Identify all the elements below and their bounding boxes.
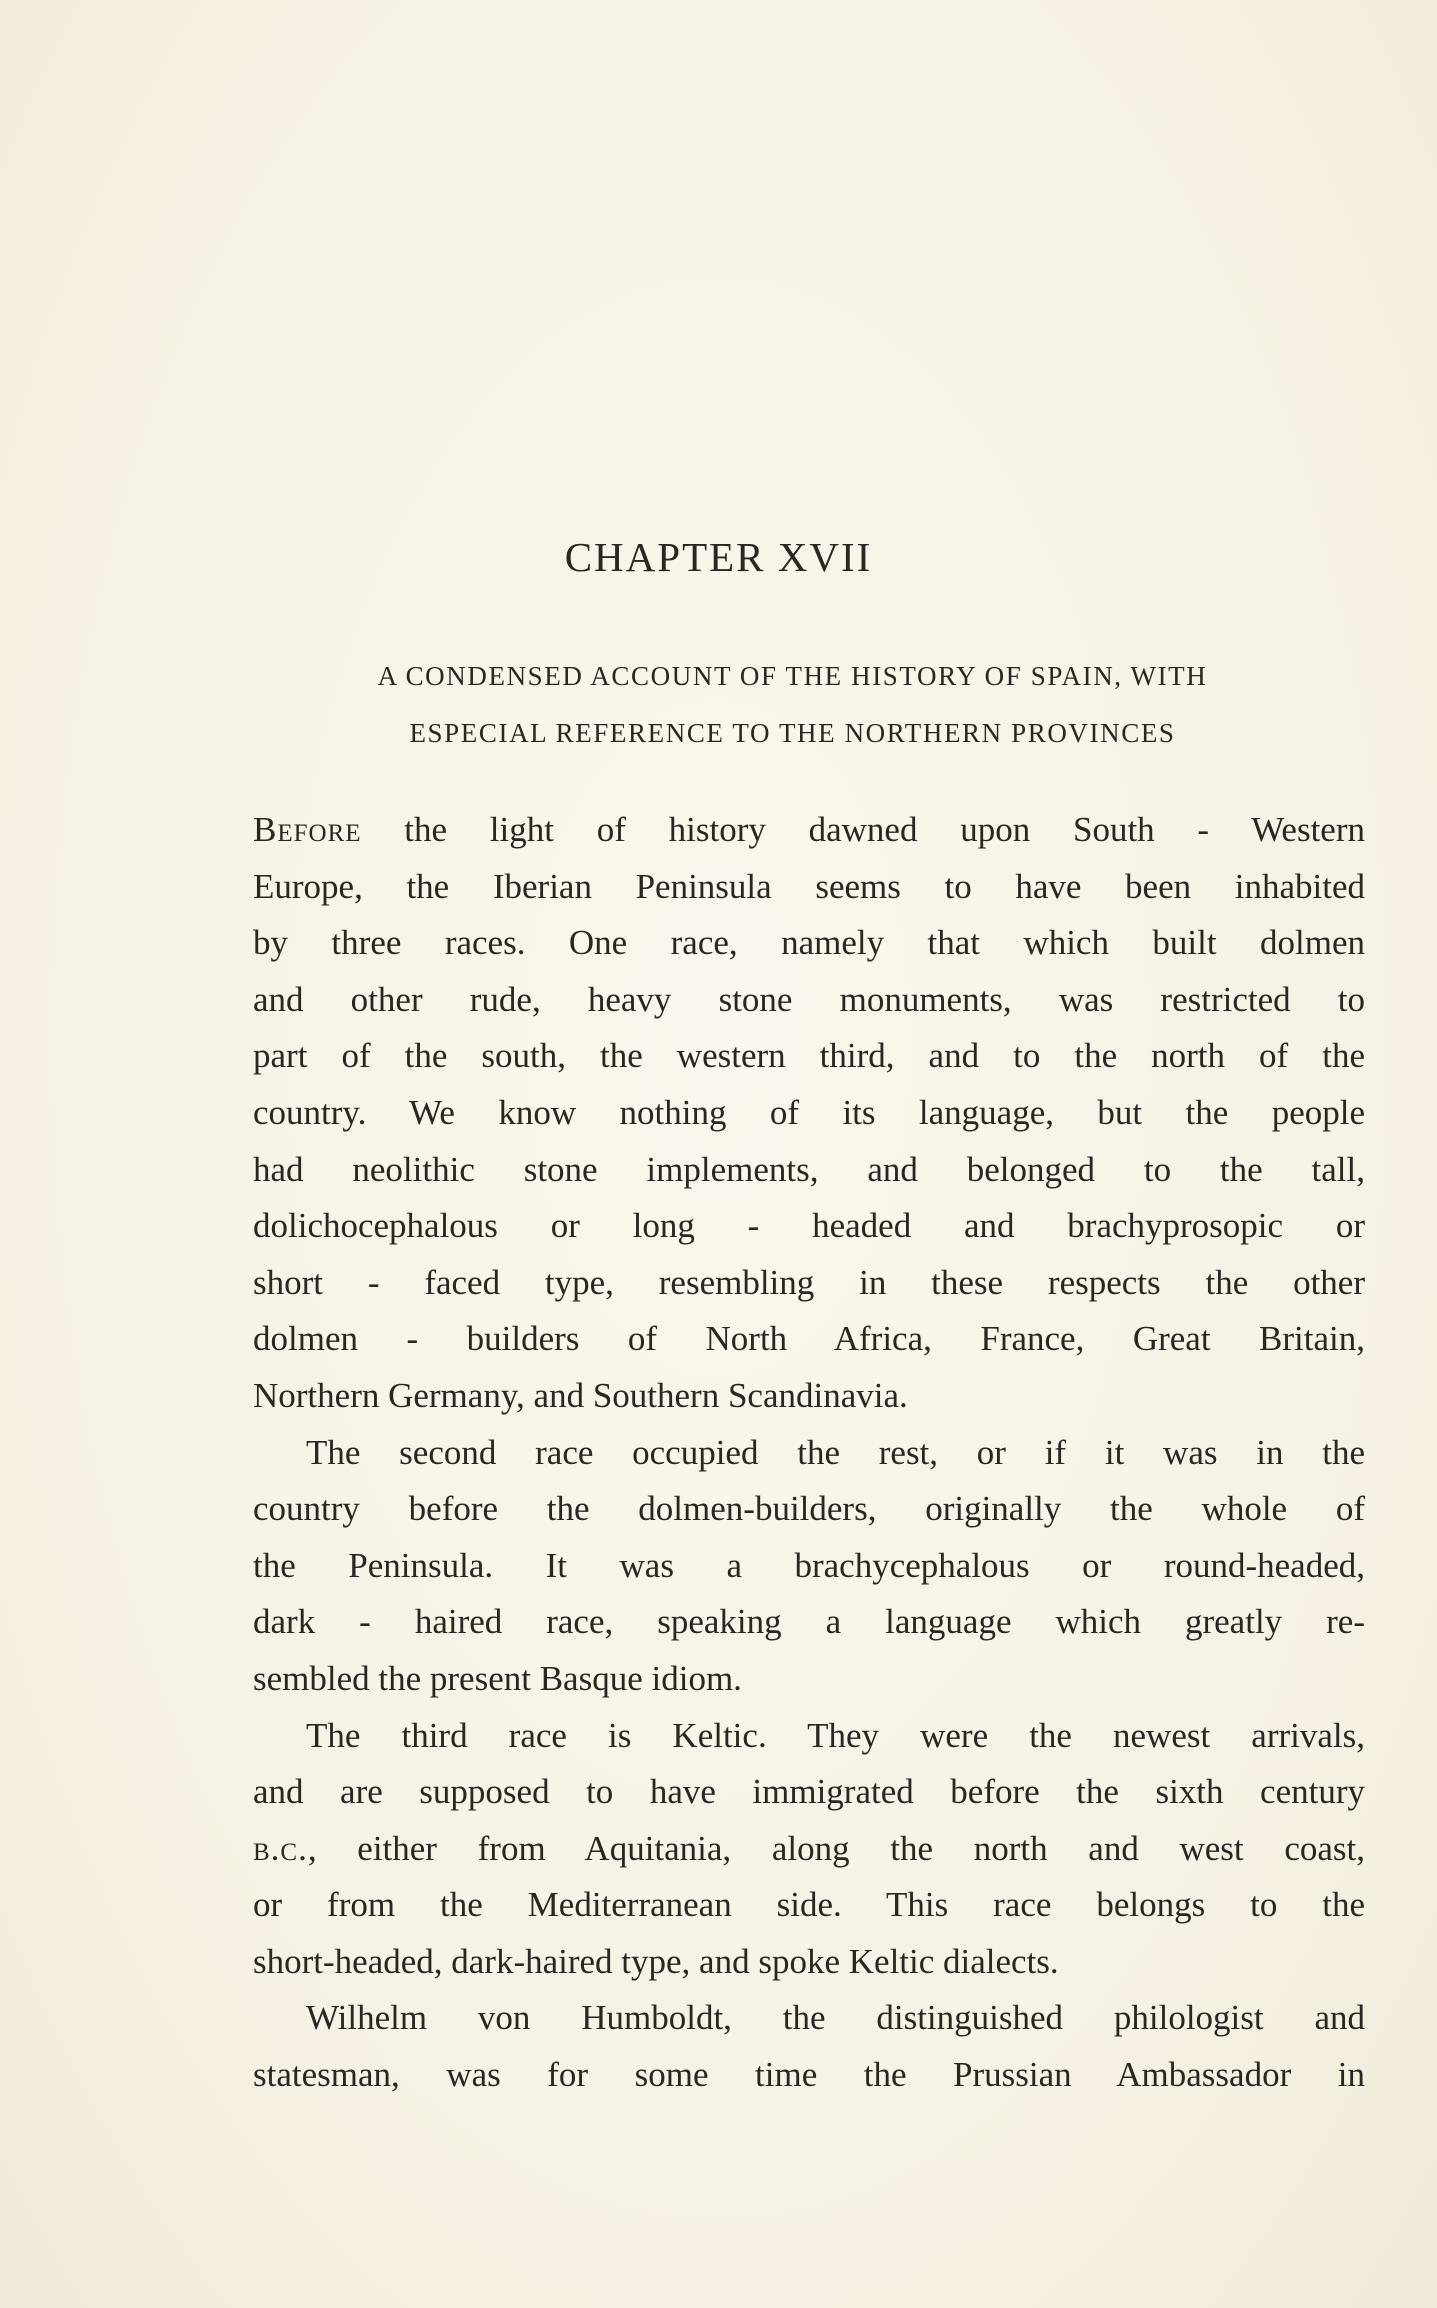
text-line: or from the Mediterranean side. This race belongs to the bbox=[253, 1885, 1365, 1925]
text-line: Wilhelm von Humboldt, the distinguished philologist and bbox=[306, 1998, 1365, 2038]
text-line: statesman, was for some time the Prussian Ambassador in bbox=[253, 2055, 1365, 2095]
text-line: dolmen - builders of North Africa, France, Great Britain, bbox=[253, 1319, 1365, 1359]
text-line bbox=[253, 1821, 1365, 1878]
text-line-rest: the light of history dawned upon South - Western bbox=[361, 810, 1365, 849]
bc-abbreviation: b.c. bbox=[253, 1828, 308, 1868]
text-line: and are supposed to have immigrated before the sixth century bbox=[253, 1772, 1365, 1812]
text-line: part of the south, the western third, and to the north of the bbox=[253, 1036, 1365, 1076]
text-line: had neolithic stone implements, and belonged to the tall, bbox=[253, 1149, 1365, 1189]
text-line: sembled the present Basque idiom. bbox=[253, 1658, 742, 1698]
text-line: country. We know nothing of its language, but the people bbox=[253, 1092, 1365, 1132]
text-line: country before the dolmen-builders, originally the whole of bbox=[253, 1489, 1365, 1529]
text-line bbox=[253, 802, 1365, 859]
text-line: Northern Germany, and Southern Scandinavia. bbox=[253, 1375, 908, 1415]
text-line: dolichocephalous or long - headed and brachyprosopic or bbox=[253, 1206, 1365, 1246]
text-line-rest: , either from Aquitania, along the north and west coast, bbox=[307, 1828, 1365, 1868]
text-line: The second race occupied the rest, or if it was in the bbox=[306, 1432, 1365, 1472]
chapter-subtitle bbox=[250, 648, 1335, 762]
subtitle-line: A CONDENSED ACCOUNT OF THE HISTORY OF SPAIN, WITH bbox=[377, 661, 1208, 691]
text-line: and other rude, heavy stone monuments, was restricted to bbox=[253, 979, 1365, 1019]
text-line: dark - haired race, speaking a language which greatly re- bbox=[253, 1602, 1365, 1642]
chapter-heading: CHAPTER XVII bbox=[564, 534, 873, 580]
text-line: Europe, the Iberian Peninsula seems to have been inhabited bbox=[253, 866, 1365, 906]
subtitle-line: ESPECIAL REFERENCE TO THE NORTHERN PROVINCES bbox=[409, 718, 1176, 748]
text-line: by three races. One race, namely that which built dolmen bbox=[253, 923, 1365, 963]
text-line: short - faced type, resembling in these respects the other bbox=[253, 1262, 1365, 1302]
text-line: short-headed, dark-haired type, and spoke Keltic dialects. bbox=[253, 1941, 1059, 1981]
body-text bbox=[253, 802, 1365, 2104]
text-line: The third race is Keltic. They were the newest arrivals, bbox=[306, 1715, 1365, 1755]
lead-word: Before bbox=[253, 810, 362, 849]
text-line: the Peninsula. It was a brachycephalous or round-headed, bbox=[253, 1545, 1365, 1585]
